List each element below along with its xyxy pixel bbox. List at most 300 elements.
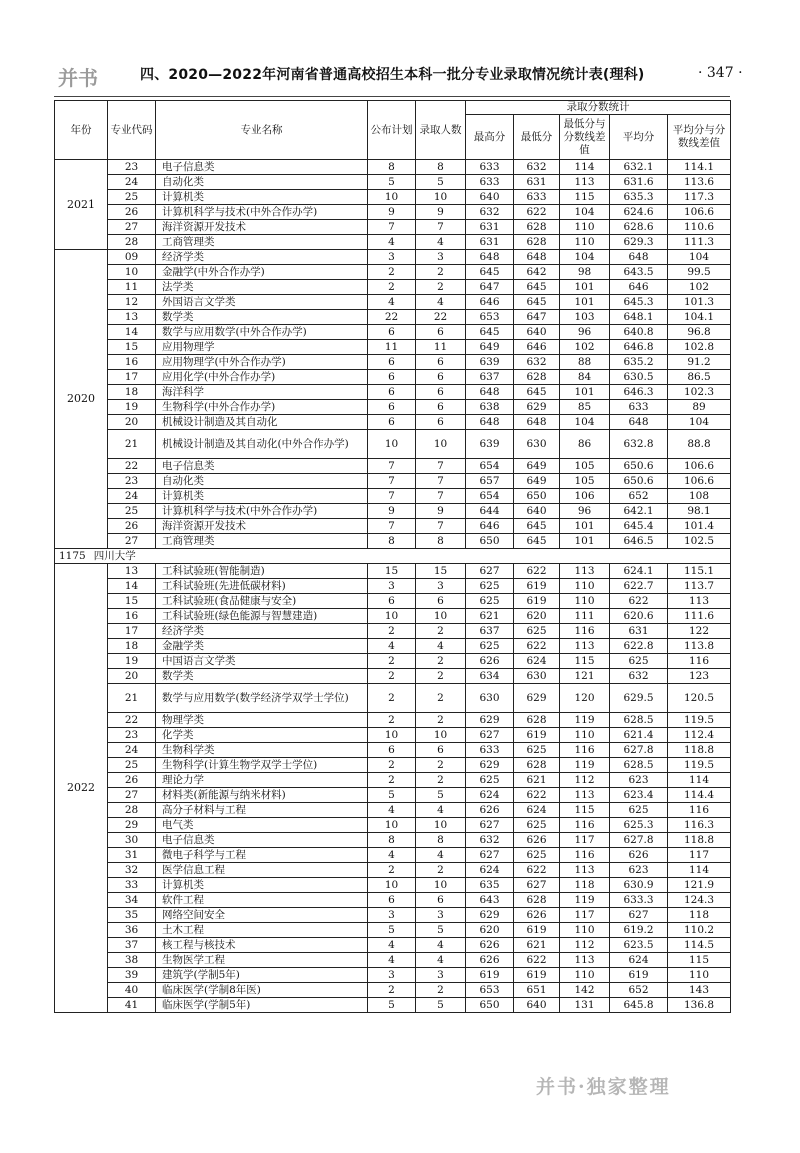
avg-score-cell: 628.6 (610, 220, 668, 235)
admit-count-cell: 2 (416, 684, 466, 713)
university-code: 1175 (59, 550, 86, 562)
max-score-cell: 631 (466, 220, 514, 235)
admit-count-cell: 2 (416, 624, 466, 639)
min-diff-cell: 101 (560, 519, 610, 534)
plan-count-cell: 2 (368, 624, 416, 639)
major-code-cell: 38 (108, 953, 156, 968)
avg-diff-cell: 104.1 (668, 310, 731, 325)
admit-count-cell: 4 (416, 938, 466, 953)
avg-diff-cell: 111.6 (668, 609, 731, 624)
avg-score-cell: 629.5 (610, 684, 668, 713)
avg-diff-cell: 116.3 (668, 818, 731, 833)
min-score-cell: 626 (514, 833, 560, 848)
avg-diff-cell: 98.1 (668, 504, 731, 519)
table-row (55, 370, 731, 385)
avg-diff-cell: 116 (668, 803, 731, 818)
major-code-cell: 25 (108, 504, 156, 519)
table-row (55, 624, 731, 639)
major-code-cell: 31 (108, 848, 156, 863)
min-score-cell: 622 (514, 564, 560, 579)
plan-count-cell: 2 (368, 669, 416, 684)
min-diff-cell: 110 (560, 923, 610, 938)
plan-count-cell: 8 (368, 160, 416, 175)
min-score-cell: 619 (514, 594, 560, 609)
min-diff-cell: 113 (560, 953, 610, 968)
admit-count-cell: 3 (416, 968, 466, 983)
avg-score-cell: 620.6 (610, 609, 668, 624)
major-code-cell: 15 (108, 594, 156, 609)
table-row (55, 265, 731, 280)
admit-count-cell: 22 (416, 310, 466, 325)
admit-count-cell: 5 (416, 998, 466, 1013)
avg-diff-cell: 114.4 (668, 788, 731, 803)
plan-count-cell: 11 (368, 340, 416, 355)
min-diff-cell: 119 (560, 758, 610, 773)
major-name-cell: 临床医学(学制8年医) (156, 983, 368, 998)
min-diff-cell: 105 (560, 474, 610, 489)
max-score-cell: 626 (466, 938, 514, 953)
avg-diff-cell: 113 (668, 594, 731, 609)
max-score-cell: 640 (466, 190, 514, 205)
avg-diff-cell: 115.1 (668, 564, 731, 579)
major-name-cell: 土木工程 (156, 923, 368, 938)
min-score-cell: 640 (514, 998, 560, 1013)
table-row (55, 818, 731, 833)
avg-score-cell: 623 (610, 773, 668, 788)
major-code-cell: 15 (108, 340, 156, 355)
min-diff-cell: 110 (560, 968, 610, 983)
min-score-cell: 648 (514, 415, 560, 430)
table-row (55, 430, 731, 459)
table-row (55, 310, 731, 325)
major-name-cell: 建筑学(学制5年) (156, 968, 368, 983)
admit-count-cell: 6 (416, 385, 466, 400)
table-row (55, 788, 731, 803)
min-score-cell: 649 (514, 474, 560, 489)
admit-count-cell: 2 (416, 983, 466, 998)
min-score-cell: 622 (514, 953, 560, 968)
major-code-cell: 11 (108, 280, 156, 295)
avg-diff-cell: 118.8 (668, 743, 731, 758)
plan-count-cell: 2 (368, 758, 416, 773)
min-diff-cell: 101 (560, 534, 610, 549)
admit-count-cell: 7 (416, 459, 466, 474)
table-row (55, 728, 731, 743)
major-code-cell: 27 (108, 788, 156, 803)
major-name-cell: 机械设计制造及其自动化 (156, 415, 368, 430)
avg-diff-cell: 114.1 (668, 160, 731, 175)
min-diff-cell: 121 (560, 669, 610, 684)
table-row (55, 848, 731, 863)
min-score-cell: 640 (514, 504, 560, 519)
admit-count-cell: 8 (416, 534, 466, 549)
avg-diff-cell: 143 (668, 983, 731, 998)
max-score-cell: 620 (466, 923, 514, 938)
major-code-cell: 32 (108, 863, 156, 878)
avg-diff-cell: 114 (668, 863, 731, 878)
min-score-cell: 628 (514, 893, 560, 908)
avg-score-cell: 652 (610, 983, 668, 998)
min-score-cell: 624 (514, 803, 560, 818)
admit-count-cell: 2 (416, 654, 466, 669)
avg-score-cell: 633.3 (610, 893, 668, 908)
avg-score-cell: 650.6 (610, 459, 668, 474)
major-code-cell: 24 (108, 743, 156, 758)
major-name-cell: 医学信息工程 (156, 863, 368, 878)
major-name-cell: 工科试验班(绿色能源与智慧建造) (156, 609, 368, 624)
min-diff-cell: 113 (560, 175, 610, 190)
major-code-cell: 28 (108, 803, 156, 818)
major-name-cell: 理论力学 (156, 773, 368, 788)
admit-count-cell: 4 (416, 235, 466, 250)
major-code-cell: 10 (108, 265, 156, 280)
plan-count-cell: 10 (368, 878, 416, 893)
major-code-cell: 23 (108, 474, 156, 489)
min-score-cell: 627 (514, 878, 560, 893)
table-row (55, 654, 731, 669)
major-code-cell: 14 (108, 579, 156, 594)
avg-diff-cell: 123 (668, 669, 731, 684)
avg-score-cell: 631.6 (610, 175, 668, 190)
avg-diff-cell: 99.5 (668, 265, 731, 280)
major-code-cell: 37 (108, 938, 156, 953)
table-row (55, 878, 731, 893)
major-code-cell: 24 (108, 489, 156, 504)
plan-count-cell: 22 (368, 310, 416, 325)
min-diff-cell: 119 (560, 893, 610, 908)
avg-diff-cell: 101.3 (668, 295, 731, 310)
max-score-cell: 619 (466, 968, 514, 983)
table-row (55, 908, 731, 923)
avg-score-cell: 635.2 (610, 355, 668, 370)
table-row (55, 893, 731, 908)
avg-score-cell: 628.5 (610, 713, 668, 728)
max-score-cell: 639 (466, 430, 514, 459)
min-score-cell: 622 (514, 788, 560, 803)
major-code-cell: 21 (108, 430, 156, 459)
major-name-cell: 海洋科学 (156, 385, 368, 400)
admit-count-cell: 2 (416, 713, 466, 728)
table-row (55, 579, 731, 594)
avg-diff-cell: 118 (668, 908, 731, 923)
avg-diff-cell: 118.8 (668, 833, 731, 848)
plan-count-cell: 3 (368, 968, 416, 983)
major-name-cell: 经济学类 (156, 624, 368, 639)
min-score-cell: 620 (514, 609, 560, 624)
major-name-cell: 海洋资源开发技术 (156, 519, 368, 534)
max-score-cell: 629 (466, 713, 514, 728)
table-row (55, 190, 731, 205)
max-score-cell: 629 (466, 908, 514, 923)
table-row (55, 504, 731, 519)
avg-diff-cell: 113.8 (668, 639, 731, 654)
min-score-cell: 622 (514, 863, 560, 878)
major-code-cell: 09 (108, 250, 156, 265)
avg-diff-cell: 106.6 (668, 459, 731, 474)
min-score-cell: 628 (514, 370, 560, 385)
min-score-cell: 632 (514, 355, 560, 370)
major-name-cell: 工科试验班(食品健康与安全) (156, 594, 368, 609)
avg-diff-cell: 102.3 (668, 385, 731, 400)
avg-score-cell: 625 (610, 654, 668, 669)
avg-diff-cell: 110.2 (668, 923, 731, 938)
avg-score-cell: 626 (610, 848, 668, 863)
plan-count-cell: 4 (368, 848, 416, 863)
max-score-cell: 629 (466, 758, 514, 773)
plan-count-cell: 6 (368, 743, 416, 758)
min-diff-cell: 114 (560, 160, 610, 175)
max-score-cell: 650 (466, 998, 514, 1013)
min-diff-cell: 142 (560, 983, 610, 998)
major-name-cell: 电子信息类 (156, 833, 368, 848)
major-name-cell: 工商管理类 (156, 534, 368, 549)
max-score-cell: 627 (466, 818, 514, 833)
major-code-cell: 20 (108, 415, 156, 430)
major-name-cell: 数学与应用数学(中外合作办学) (156, 325, 368, 340)
major-name-cell: 计算机类 (156, 489, 368, 504)
avg-score-cell: 650.6 (610, 474, 668, 489)
col-plan-header: 公布计划 (368, 101, 416, 160)
table-row (55, 833, 731, 848)
avg-diff-cell: 96.8 (668, 325, 731, 340)
avg-diff-cell: 119.5 (668, 713, 731, 728)
avg-score-cell: 628.5 (610, 758, 668, 773)
avg-diff-cell: 110 (668, 968, 731, 983)
avg-score-cell: 621.4 (610, 728, 668, 743)
major-code-cell: 12 (108, 295, 156, 310)
min-score-cell: 619 (514, 579, 560, 594)
avg-score-cell: 624 (610, 953, 668, 968)
plan-count-cell: 5 (368, 175, 416, 190)
min-score-cell: 645 (514, 295, 560, 310)
min-diff-cell: 111 (560, 609, 610, 624)
avg-diff-cell: 117 (668, 848, 731, 863)
avg-score-cell: 646.8 (610, 340, 668, 355)
min-diff-cell: 115 (560, 190, 610, 205)
table-row (55, 235, 731, 250)
table-row (55, 669, 731, 684)
min-diff-cell: 116 (560, 743, 610, 758)
avg-score-cell: 648 (610, 250, 668, 265)
avg-diff-cell: 86.5 (668, 370, 731, 385)
major-name-cell: 生物科学(计算生物学双学士学位) (156, 758, 368, 773)
admit-count-cell: 9 (416, 504, 466, 519)
avg-score-cell: 648.1 (610, 310, 668, 325)
min-score-cell: 621 (514, 773, 560, 788)
table-row (55, 968, 731, 983)
major-name-cell: 数学类 (156, 310, 368, 325)
plan-count-cell: 10 (368, 430, 416, 459)
major-name-cell: 电气类 (156, 818, 368, 833)
max-score-cell: 643 (466, 893, 514, 908)
max-score-cell: 648 (466, 250, 514, 265)
plan-count-cell: 6 (368, 355, 416, 370)
min-diff-cell: 101 (560, 280, 610, 295)
max-score-cell: 646 (466, 295, 514, 310)
major-code-cell: 34 (108, 893, 156, 908)
avg-score-cell: 646.5 (610, 534, 668, 549)
plan-count-cell: 6 (368, 325, 416, 340)
min-diff-cell: 112 (560, 938, 610, 953)
min-score-cell: 645 (514, 280, 560, 295)
max-score-cell: 624 (466, 788, 514, 803)
table-header (55, 101, 731, 160)
min-diff-cell: 117 (560, 908, 610, 923)
min-score-cell: 621 (514, 938, 560, 953)
admit-count-cell: 6 (416, 743, 466, 758)
publisher-logo: 并书 (58, 66, 98, 90)
table-row (55, 280, 731, 295)
min-diff-cell: 110 (560, 579, 610, 594)
avg-diff-cell: 117.3 (668, 190, 731, 205)
table-row (55, 415, 731, 430)
min-score-cell: 626 (514, 908, 560, 923)
min-score-cell: 628 (514, 758, 560, 773)
plan-count-cell: 3 (368, 579, 416, 594)
avg-diff-cell: 112.4 (668, 728, 731, 743)
major-name-cell: 物理学类 (156, 713, 368, 728)
table-row (55, 803, 731, 818)
avg-score-cell: 631 (610, 624, 668, 639)
avg-diff-cell: 114 (668, 773, 731, 788)
avg-diff-cell: 120.5 (668, 684, 731, 713)
table-row (55, 325, 731, 340)
max-score-cell: 624 (466, 863, 514, 878)
major-code-cell: 29 (108, 818, 156, 833)
avg-diff-cell: 113.7 (668, 579, 731, 594)
plan-count-cell: 5 (368, 788, 416, 803)
avg-score-cell: 619.2 (610, 923, 668, 938)
avg-diff-cell: 89 (668, 400, 731, 415)
plan-count-cell: 9 (368, 205, 416, 220)
col-year-header: 年份 (55, 101, 108, 160)
table-row (55, 474, 731, 489)
max-score-cell: 653 (466, 983, 514, 998)
major-code-cell: 21 (108, 684, 156, 713)
major-code-cell: 23 (108, 160, 156, 175)
major-code-cell: 25 (108, 758, 156, 773)
major-code-cell: 16 (108, 355, 156, 370)
major-code-cell: 18 (108, 385, 156, 400)
admit-count-cell: 6 (416, 355, 466, 370)
major-name-cell: 自动化类 (156, 175, 368, 190)
avg-diff-cell: 111.3 (668, 235, 731, 250)
major-name-cell: 金融学(中外合作办学) (156, 265, 368, 280)
major-name-cell: 法学类 (156, 280, 368, 295)
major-code-cell: 17 (108, 370, 156, 385)
major-code-cell: 41 (108, 998, 156, 1013)
max-score-cell: 625 (466, 594, 514, 609)
min-score-cell: 650 (514, 489, 560, 504)
avg-score-cell: 627 (610, 908, 668, 923)
avg-score-cell: 632.1 (610, 160, 668, 175)
header-rule (54, 96, 730, 97)
max-score-cell: 625 (466, 579, 514, 594)
admit-count-cell: 5 (416, 175, 466, 190)
plan-count-cell: 2 (368, 863, 416, 878)
max-score-cell: 627 (466, 564, 514, 579)
max-score-cell: 633 (466, 175, 514, 190)
table-row (55, 713, 731, 728)
admit-count-cell: 10 (416, 609, 466, 624)
admit-count-cell: 2 (416, 863, 466, 878)
plan-count-cell: 3 (368, 250, 416, 265)
table-row (55, 340, 731, 355)
min-score-cell: 651 (514, 983, 560, 998)
major-code-cell: 26 (108, 519, 156, 534)
admit-count-cell: 10 (416, 818, 466, 833)
min-score-cell: 625 (514, 743, 560, 758)
major-code-cell: 22 (108, 459, 156, 474)
admit-count-cell: 6 (416, 415, 466, 430)
min-diff-cell: 101 (560, 295, 610, 310)
max-score-cell: 639 (466, 355, 514, 370)
avg-score-cell: 646 (610, 280, 668, 295)
avg-diff-cell: 102 (668, 280, 731, 295)
admit-count-cell: 2 (416, 265, 466, 280)
max-score-cell: 649 (466, 340, 514, 355)
avg-score-cell: 630.9 (610, 878, 668, 893)
avg-diff-cell: 113.6 (668, 175, 731, 190)
avg-diff-cell: 114.5 (668, 938, 731, 953)
major-name-cell: 计算机类 (156, 878, 368, 893)
min-diff-cell: 106 (560, 489, 610, 504)
col-avg-diff-header: 平均分与分数线差值 (668, 115, 731, 160)
plan-count-cell: 6 (368, 385, 416, 400)
table-row (55, 564, 731, 579)
avg-score-cell: 625 (610, 803, 668, 818)
avg-score-cell: 627.8 (610, 833, 668, 848)
avg-score-cell: 652 (610, 489, 668, 504)
col-avg-header: 平均分 (610, 115, 668, 160)
table-row (55, 863, 731, 878)
plan-count-cell: 4 (368, 295, 416, 310)
max-score-cell: 647 (466, 280, 514, 295)
min-diff-cell: 96 (560, 504, 610, 519)
avg-score-cell: 642.1 (610, 504, 668, 519)
min-diff-cell: 115 (560, 803, 610, 818)
avg-score-cell: 623.4 (610, 788, 668, 803)
avg-score-cell: 622.8 (610, 639, 668, 654)
avg-diff-cell: 106.6 (668, 205, 731, 220)
avg-score-cell: 640.8 (610, 325, 668, 340)
major-name-cell: 应用物理学 (156, 340, 368, 355)
max-score-cell: 650 (466, 534, 514, 549)
table-row (55, 295, 731, 310)
major-code-cell: 33 (108, 878, 156, 893)
major-code-cell: 27 (108, 220, 156, 235)
min-diff-cell: 113 (560, 639, 610, 654)
avg-diff-cell: 119.5 (668, 758, 731, 773)
university-name: 四川大学 (93, 550, 136, 562)
avg-diff-cell: 101.4 (668, 519, 731, 534)
max-score-cell: 625 (466, 639, 514, 654)
admit-count-cell: 7 (416, 519, 466, 534)
min-score-cell: 628 (514, 235, 560, 250)
table-row (55, 684, 731, 713)
table-body (55, 160, 731, 1013)
avg-diff-cell: 102.8 (668, 340, 731, 355)
min-diff-cell: 110 (560, 235, 610, 250)
plan-count-cell: 4 (368, 235, 416, 250)
plan-count-cell: 5 (368, 998, 416, 1013)
plan-count-cell: 4 (368, 938, 416, 953)
major-code-cell: 17 (108, 624, 156, 639)
plan-count-cell: 7 (368, 459, 416, 474)
min-score-cell: 619 (514, 968, 560, 983)
major-name-cell: 应用物理学(中外合作办学) (156, 355, 368, 370)
avg-score-cell: 623.5 (610, 938, 668, 953)
